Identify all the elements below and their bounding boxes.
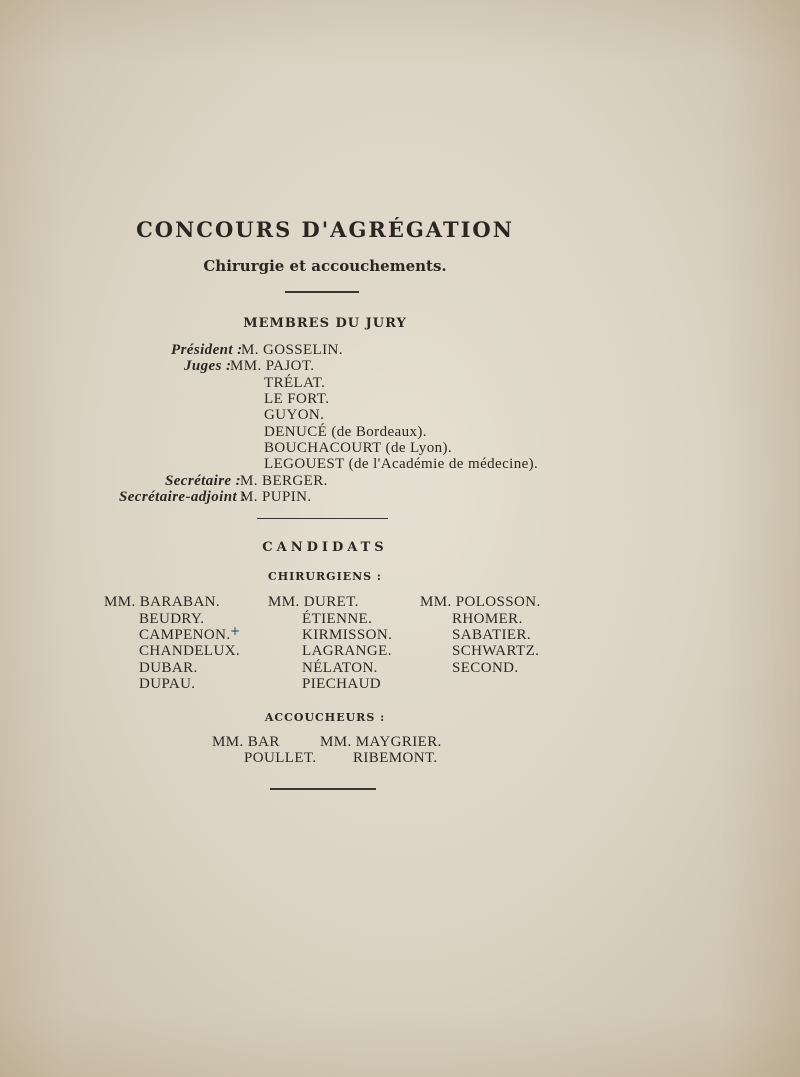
- divider-middle: [257, 518, 388, 519]
- accoucheur-col1-1: MM. BAR: [212, 734, 280, 750]
- juges-label: Juges :: [184, 358, 232, 374]
- annotation-mark: +: [230, 624, 241, 638]
- candidat-col1-4: CHANDELUX.: [139, 643, 241, 659]
- secretaire-name: M. BERGER.: [240, 473, 328, 489]
- candidat-col3-3: SABATIER.: [452, 627, 532, 643]
- page-subtitle: Chirurgie et accouchements.: [203, 257, 447, 275]
- juge-2: TRÉLAT.: [264, 375, 326, 391]
- president-name: M. GOSSELIN.: [241, 342, 343, 358]
- candidat-col2-3: KIRMISSON.: [302, 627, 393, 643]
- candidat-col1-3: CAMPENON.: [139, 627, 231, 643]
- candidat-col2-2: ÉTIENNE.: [302, 611, 373, 627]
- candidat-col2-4: LAGRANGE.: [302, 643, 392, 659]
- page-title: CONCOURS D'AGRÉGATION: [136, 217, 514, 242]
- divider-bottom: [270, 788, 376, 790]
- candidat-col3-2: RHOMER.: [452, 611, 523, 627]
- candidat-col2-1: MM. DURET.: [268, 594, 359, 610]
- accoucheur-col2-1: MM. MAYGRIER.: [320, 734, 442, 750]
- candidat-col1-5: DUBAR.: [139, 660, 198, 676]
- accoucheur-col1-2: POULLET.: [244, 750, 317, 766]
- candidat-col1-1: MM. BARABAN.: [104, 594, 221, 610]
- adjoint-label: Secrétaire-adjoint :: [119, 489, 247, 505]
- juge-5: DENUCÉ (de Bordeaux).: [264, 424, 427, 440]
- juge-7: LEGOUEST (de l'Académie de médecine).: [264, 456, 539, 472]
- candidats-heading: CANDIDATS: [262, 540, 388, 555]
- juge-4: GUYON.: [264, 407, 325, 423]
- candidat-col3-5: SECOND.: [452, 660, 519, 676]
- chirurgiens-label: CHIRURGIENS :: [268, 570, 382, 583]
- accoucheurs-label: ACCOUCHEURS :: [264, 711, 386, 724]
- candidat-col3-1: MM. POLOSSON.: [420, 594, 541, 610]
- juge-3: LE FORT.: [264, 391, 330, 407]
- candidat-col3-4: SCHWARTZ.: [452, 643, 540, 659]
- candidat-col2-6: PIECHAUD: [302, 676, 382, 692]
- adjoint-name: M. PUPIN.: [240, 489, 312, 505]
- candidat-col2-5: NÉLATON.: [302, 660, 378, 676]
- jury-heading: MEMBRES DU JURY: [243, 316, 407, 331]
- juge-1: MM. PAJOT.: [230, 358, 315, 374]
- divider-top: [285, 291, 359, 293]
- juge-6: BOUCHACOURT (de Lyon).: [264, 440, 453, 456]
- candidat-col1-6: DUPAU.: [139, 676, 196, 692]
- secretaire-label: Secrétaire :: [165, 473, 242, 489]
- accoucheur-col2-2: RIBEMONT.: [353, 750, 438, 766]
- candidat-col1-2: BEUDRY.: [139, 611, 205, 627]
- president-label: Président :: [171, 342, 243, 358]
